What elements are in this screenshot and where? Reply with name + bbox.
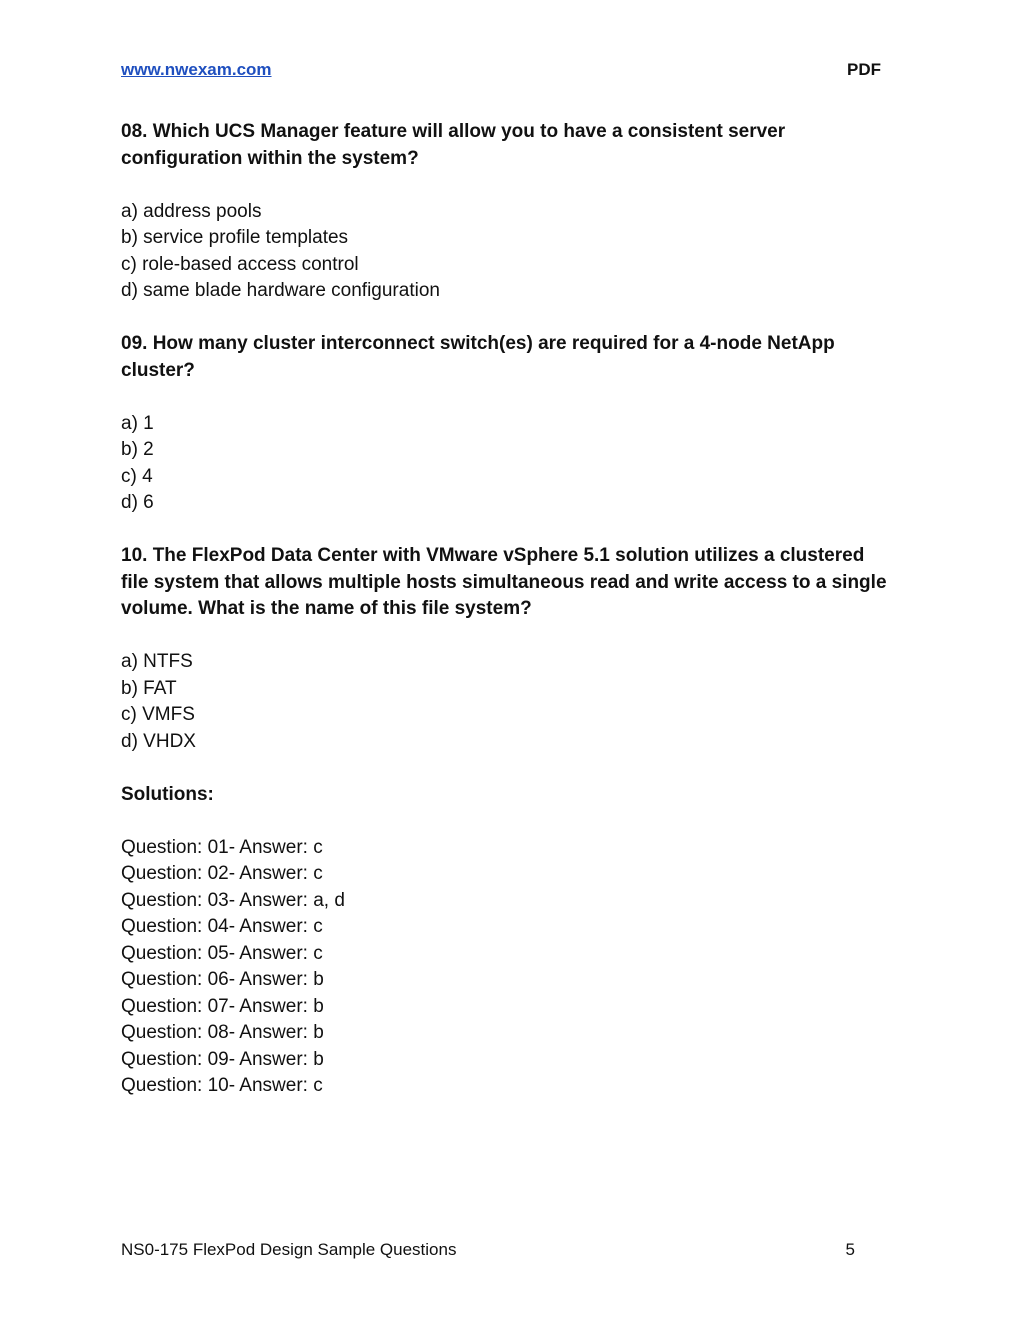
- document-title: NS0-175 FlexPod Design Sample Questions: [121, 1240, 457, 1259]
- answer-item: Question: 02- Answer: c: [121, 863, 323, 884]
- page-header: [121, 60, 881, 84]
- question-block: [121, 543, 891, 755]
- answer-item: Question: 07- Answer: b: [121, 995, 324, 1017]
- answer-item: Question: 09- Answer: b: [121, 1048, 324, 1070]
- option-list: [121, 649, 891, 755]
- question-text: 09. How many cluster interconnect switch(es) are required for a 4-node NetApp cluster?: [121, 333, 835, 381]
- page-number: 5: [845, 1240, 855, 1259]
- page-content: [121, 119, 891, 1100]
- option-item: a) 1: [121, 412, 154, 434]
- option-list: [121, 199, 891, 305]
- solutions-heading: Solutions:: [121, 783, 214, 805]
- option-item: b) 2: [121, 439, 154, 460]
- answer-item: Question: 10- Answer: c: [121, 1075, 323, 1096]
- question-block: [121, 119, 891, 305]
- answer-item: Question: 08- Answer: b: [121, 1022, 324, 1043]
- option-item: b) FAT: [121, 677, 177, 699]
- page-footer: [121, 1240, 855, 1264]
- answer-item: Question: 05- Answer: c: [121, 942, 323, 964]
- option-item: c) 4: [121, 465, 153, 487]
- site-link[interactable]: www.nwexam.com: [121, 60, 272, 79]
- question-block: [121, 331, 891, 517]
- answer-item: Question: 04- Answer: c: [121, 916, 323, 937]
- answer-item: Question: 01- Answer: c: [121, 836, 323, 858]
- option-item: d) same blade hardware configuration: [121, 280, 440, 301]
- answer-list: [121, 835, 891, 1100]
- answer-item: Question: 06- Answer: b: [121, 969, 324, 990]
- option-item: d) VHDX: [121, 730, 196, 752]
- option-list: [121, 411, 891, 517]
- option-item: c) VMFS: [121, 704, 195, 725]
- option-item: a) NTFS: [121, 651, 193, 672]
- format-label: PDF: [847, 60, 881, 79]
- question-text: 10. The FlexPod Data Center with VMware vSphere 5.1 solution utilizes a clustered file system that allows multiple hosts simultaneous read and write access to a single volume. What is the name of this file system?: [121, 545, 887, 619]
- option-item: b) service profile templates: [121, 227, 349, 248]
- option-item: a) address pools: [121, 200, 262, 222]
- option-item: c) role-based access control: [121, 253, 359, 275]
- solutions-section: [121, 782, 891, 1100]
- option-item: d) 6: [121, 492, 154, 513]
- question-text: 08. Which UCS Manager feature will allow you to have a consistent server configuration within the system?: [121, 121, 786, 169]
- answer-item: Question: 03- Answer: a, d: [121, 889, 345, 911]
